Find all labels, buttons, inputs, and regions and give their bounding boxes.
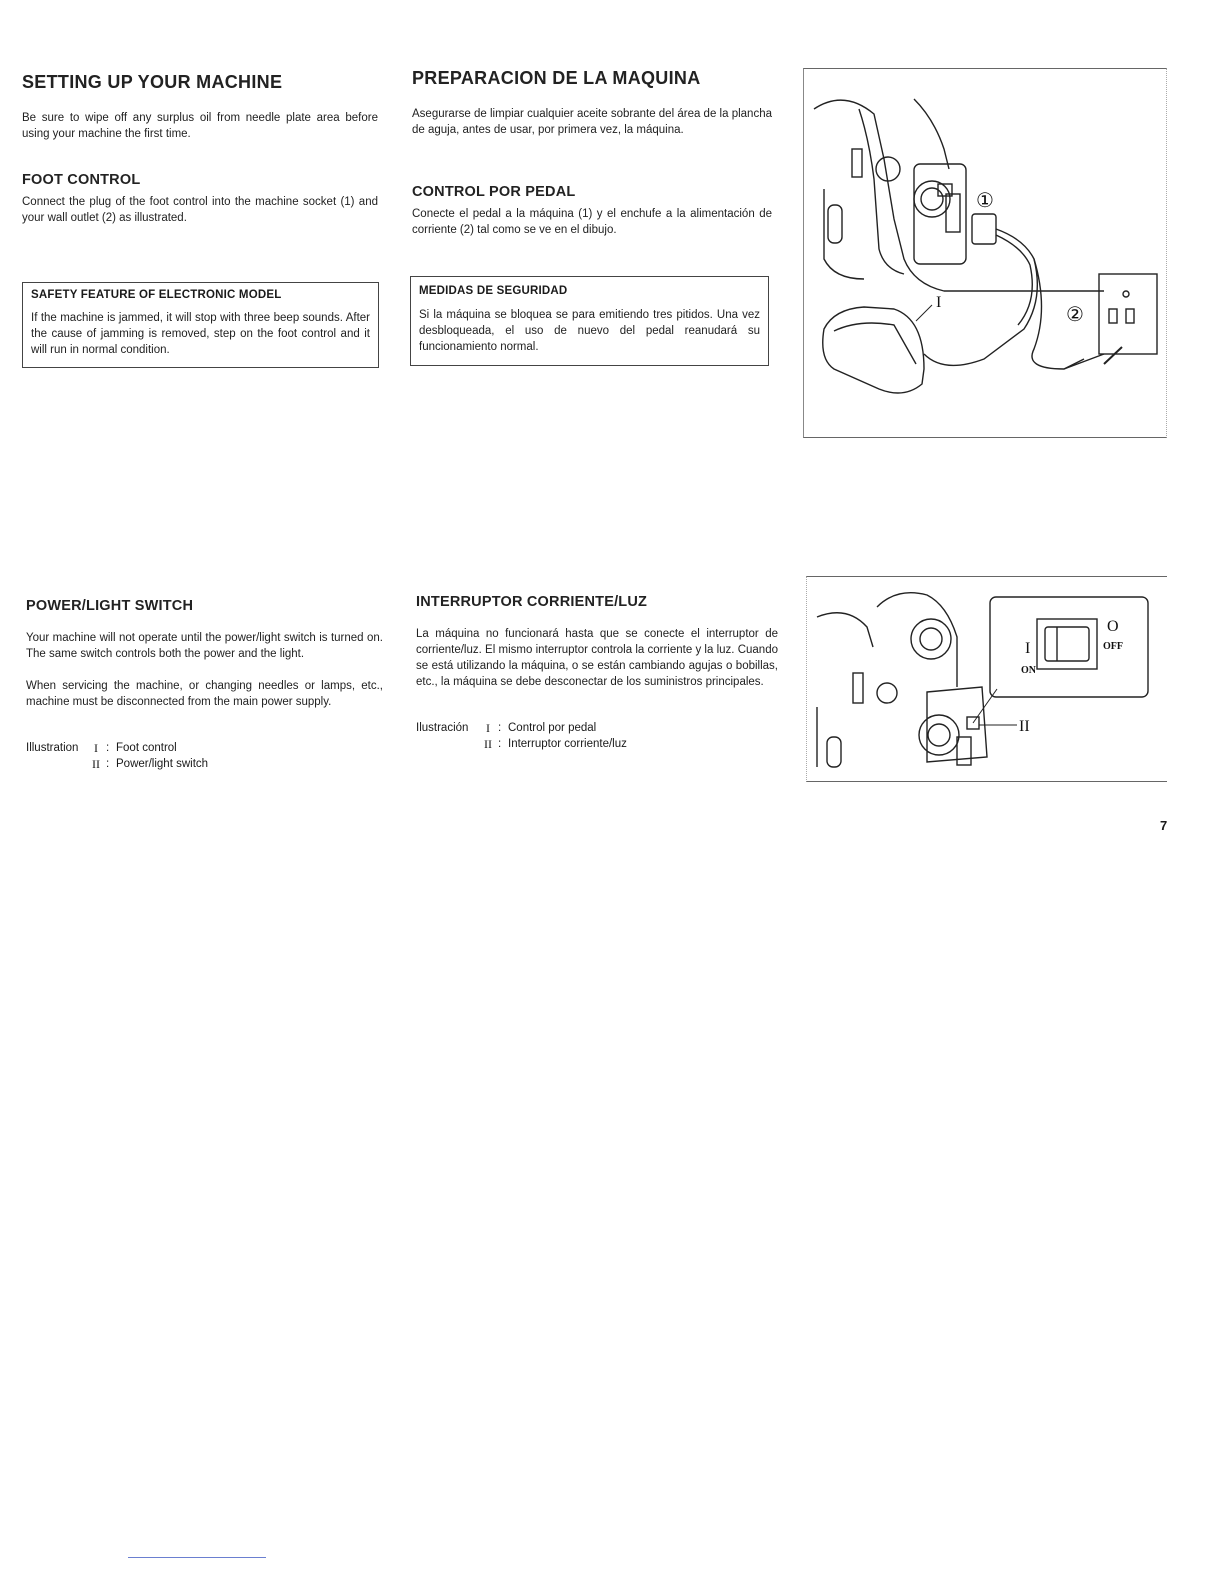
foot-control-text-es: Conecte el pedal a la máquina (1) y el enchufe a la alimentación de corriente (2) tal como se ve en el dibujo. xyxy=(412,208,772,236)
foot-control-heading-es: CONTROL POR PEDAL xyxy=(412,184,576,200)
foot-control-text-en: Connect the plug of the foot control into the machine socket (1) and your wall outlet (2) as illustrated. xyxy=(22,196,378,224)
legend-label-es: Ilustración xyxy=(416,722,469,734)
safety-heading-en: SAFETY FEATURE OF ELECTRONIC MODEL xyxy=(31,289,282,301)
power-text-es: La máquina no funcionará hasta que se conecte el interruptor de corriente/luz. El mismo interruptor controla la corriente y la luz. Cuando se está utilizando la máquina, o se están cambiando agujas o bobillas, etc., la máquina se debe desconectar de los suministros principales. xyxy=(416,628,778,688)
legend-key-es-2: II xyxy=(484,737,492,751)
safety-text-en: If the machine is jammed, it will stop with three beep sounds. After the cause of jamming is removed, step on the foot control and it will run in normal condition. xyxy=(31,312,370,356)
safety-box-es xyxy=(410,276,769,366)
legend-item-en-2: II : Power/light switch xyxy=(26,756,326,772)
power-heading-en: POWER/LIGHT SWITCH xyxy=(26,598,194,614)
callout-outlet: ② xyxy=(1066,304,1084,326)
power-text2-en: When servicing the machine, or changing needles or lamps, etc., machine must be disconnected from the main power supply. xyxy=(26,680,383,708)
legend-text-en-2: Power/light switch xyxy=(116,758,209,770)
page-title-es: PREPARACION DE LA MAQUINA xyxy=(412,68,701,88)
legend-text-es-2: Interruptor corriente/luz xyxy=(508,738,627,750)
callout-pedal: I xyxy=(936,294,942,311)
foot-control-heading-en: FOOT CONTROL xyxy=(22,172,141,188)
foot-control-illustration xyxy=(804,69,1166,437)
safety-heading-es: MEDIDAS DE SEGURIDAD xyxy=(419,285,568,297)
power-heading-es: INTERRUPTOR CORRIENTE/LUZ xyxy=(416,594,648,610)
legend-label-en: Illustration xyxy=(26,742,79,754)
legend-en xyxy=(26,740,326,772)
legend-key-es-1: I xyxy=(486,721,490,735)
intro-text-en: Be sure to wipe off any surplus oil from needle plate area before using your machine the first time. xyxy=(22,112,378,140)
page-number: 7 xyxy=(1160,818,1168,833)
legend-key-en-2: II xyxy=(92,757,100,771)
legend-key-en-1: I xyxy=(94,741,98,755)
switch-off-label: OFF xyxy=(1103,641,1123,652)
legend-item-es-2: II : Interruptor corriente/luz xyxy=(416,736,716,752)
legend-item-en-1: Illustration I : Foot control xyxy=(26,741,177,755)
switch-on-label: ON xyxy=(1021,665,1036,676)
intro-text-es: Asegurarse de limpiar cualquier aceite sobrante del área de la plancha de aguja, antes de usar, por primera vez, la máquina. xyxy=(412,108,772,136)
power-text1-en: Your machine will not operate until the power/light switch is turned on. The same switch controls both the power and the light. xyxy=(26,632,383,660)
safety-box-en xyxy=(22,282,379,368)
figure-power-switch xyxy=(806,576,1167,782)
legend-text-es-1: Control por pedal xyxy=(508,722,597,734)
page-title-en: SETTING UP YOUR MACHINE xyxy=(22,72,283,92)
power-switch-illustration xyxy=(807,577,1167,781)
callout-switch: II xyxy=(1019,718,1030,735)
legend-es xyxy=(416,720,716,752)
footer-rule xyxy=(128,1557,266,1558)
switch-off-mark: O xyxy=(1107,618,1119,635)
callout-socket: ① xyxy=(976,190,994,212)
legend-text-en-1: Foot control xyxy=(116,742,177,754)
legend-item-es-1: Ilustración I : Control por pedal xyxy=(416,721,597,735)
safety-text-es: Si la máquina se bloquea se para emitiendo tres pitidos. Una vez desbloqueada, el uso de nuevo del pedal reanudará su funcionamiento normal. xyxy=(419,309,760,353)
figure-foot-control xyxy=(803,68,1167,438)
switch-on-mark: I xyxy=(1025,640,1031,657)
